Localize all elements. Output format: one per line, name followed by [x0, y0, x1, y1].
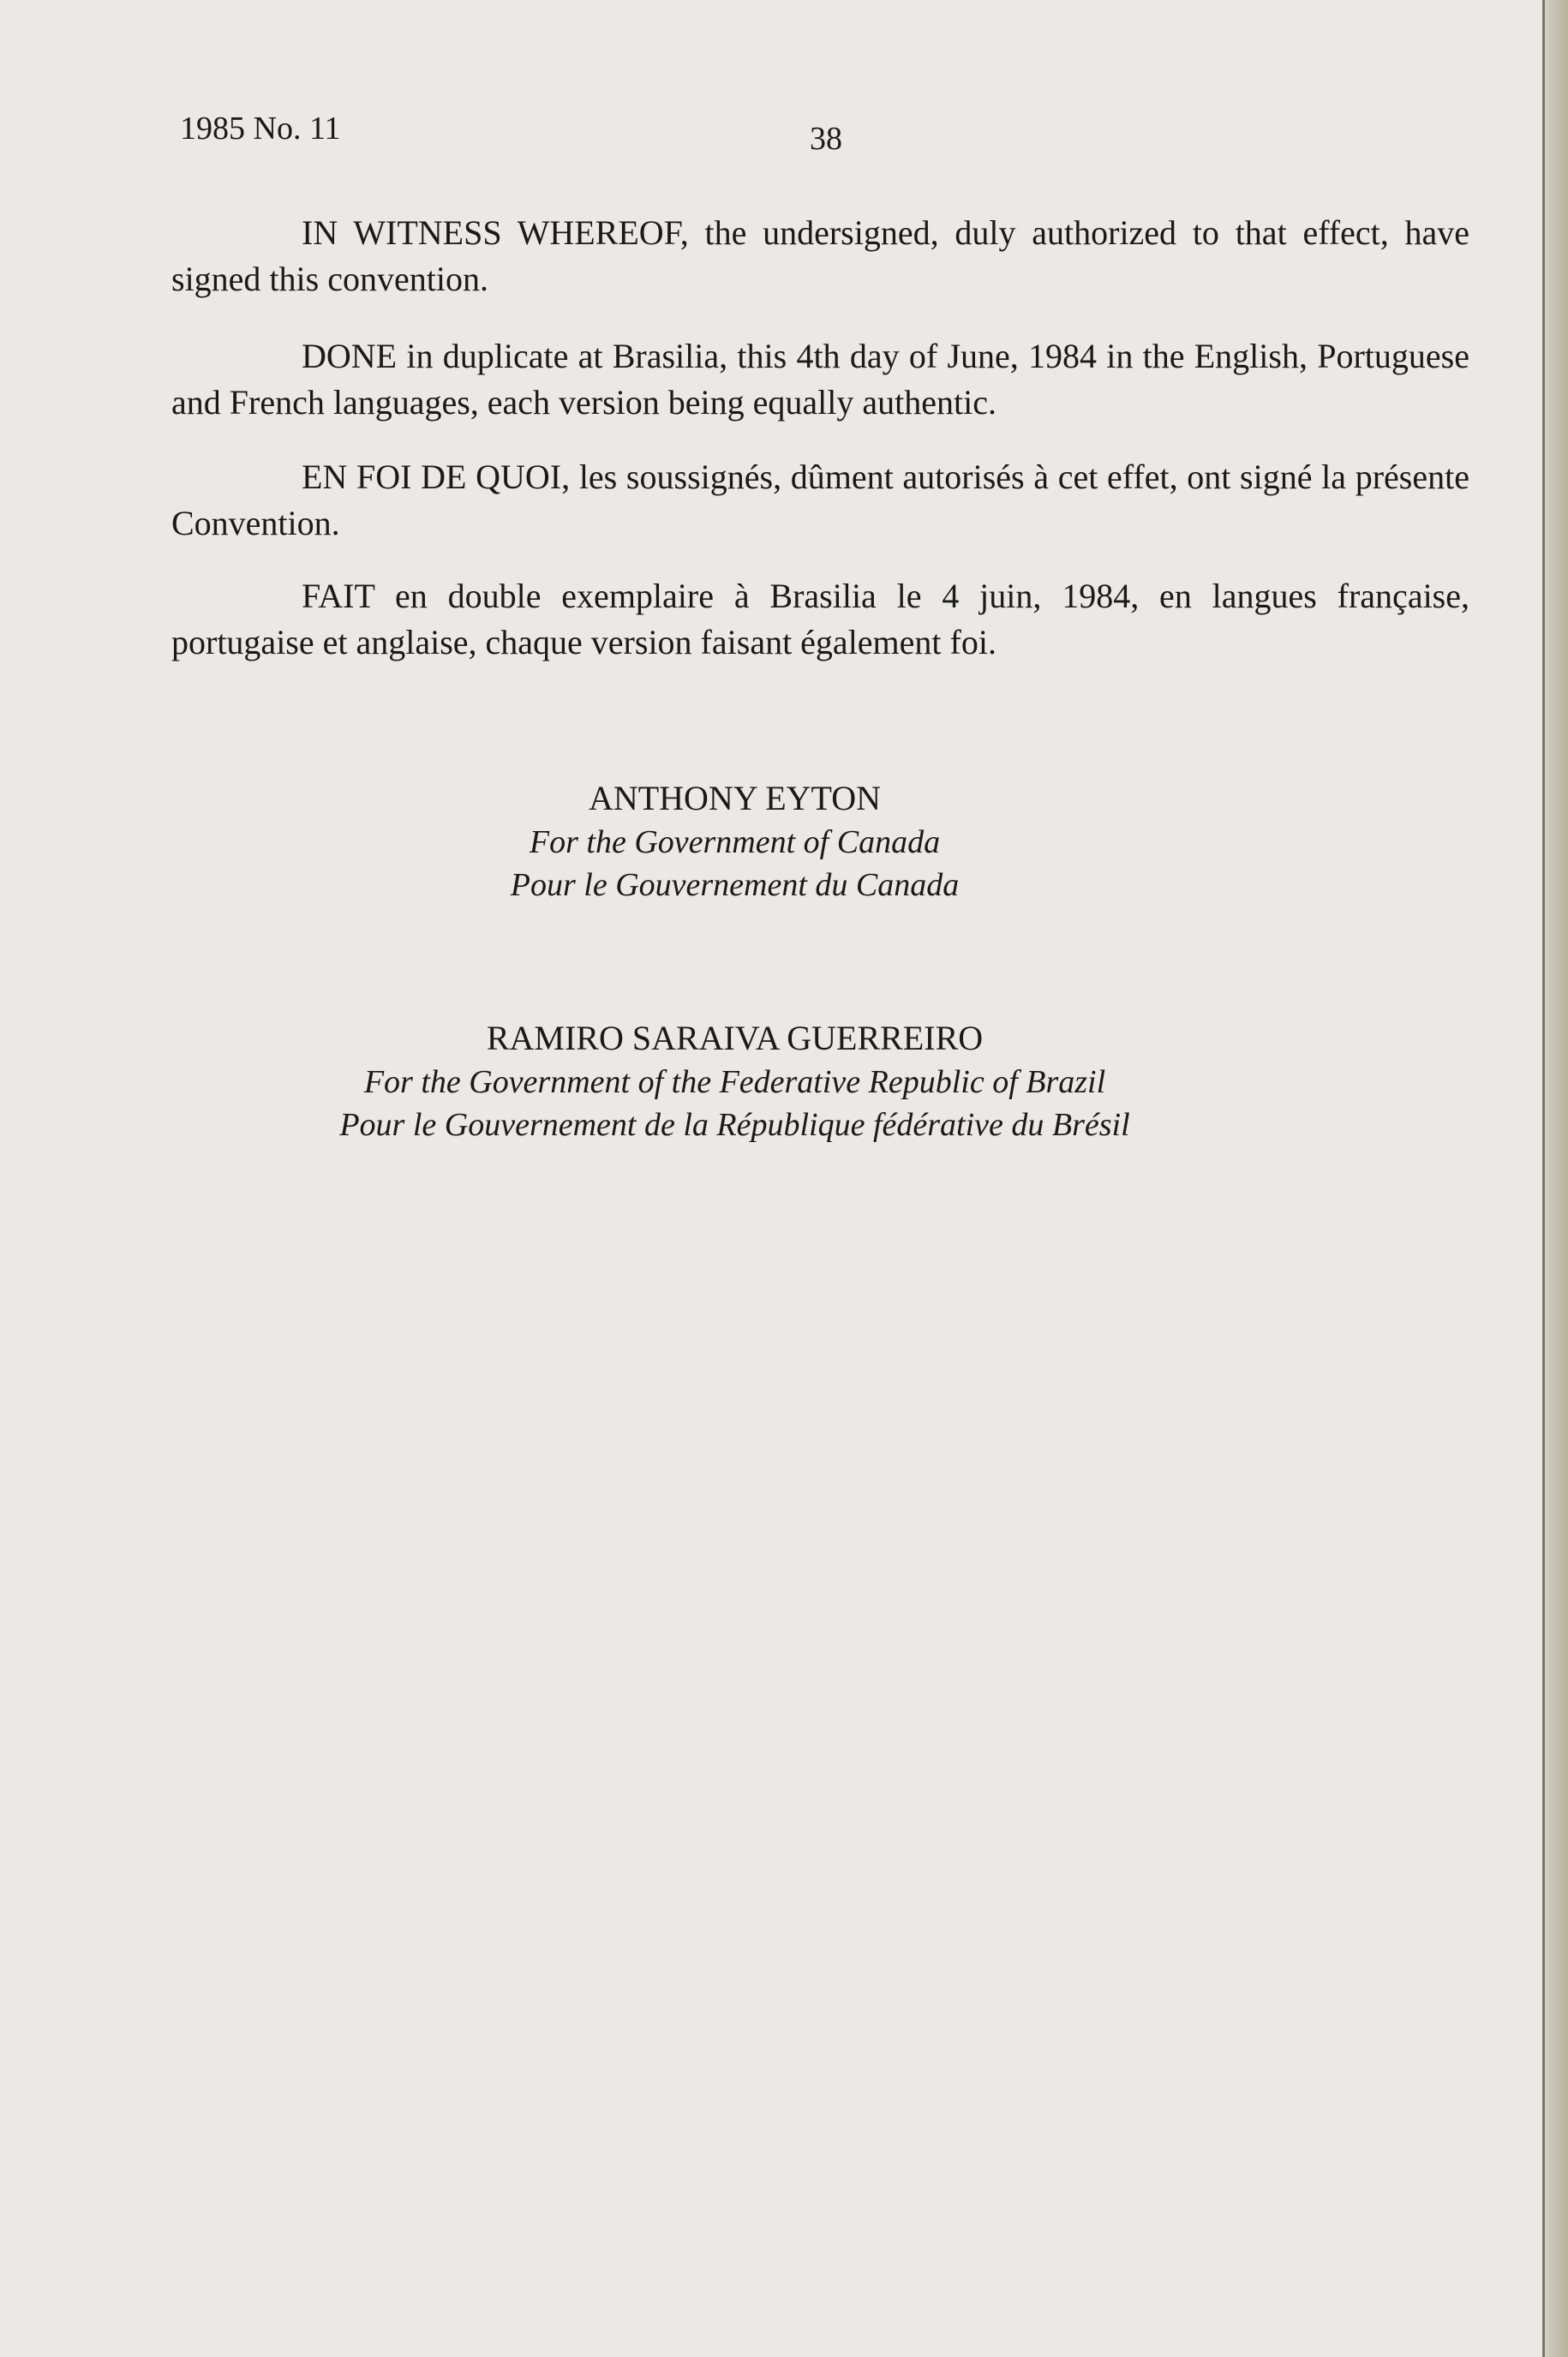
page-edge-line	[1542, 0, 1545, 2357]
signature-block-brazil	[171, 1016, 1298, 1146]
signatory-role-fr: Pour le Gouvernement du Canada	[510, 867, 960, 903]
page-edge	[1542, 0, 1568, 2357]
signatory-name: ANTHONY EYTON	[588, 779, 882, 817]
signatory-name: RAMIRO SARAIVA GUERREIRO	[486, 1019, 984, 1057]
page-number: 38	[810, 121, 842, 157]
paragraph-done-fr: FAIT en double exemplaire à Brasilia le 4 juin, 1984, en langues française, portugaise et anglaise, chaque version faisant également foi.	[171, 577, 1469, 661]
signature-block-canada	[171, 776, 1298, 906]
paragraph-witness-fr: EN FOI DE QUOI, les soussignés, dûment autorisés à cet effet, ont signé la présente Convention.	[171, 458, 1469, 542]
signatory-role-en: For the Government of Canada	[529, 824, 941, 860]
signatory-role-fr: Pour le Gouvernement de la République fédérative du Brésil	[339, 1107, 1130, 1143]
paragraph-witness-en: IN WITNESS WHEREOF, the undersigned, duly authorized to that effect, have signed this convention.	[171, 213, 1469, 298]
signatory-role-en: For the Government of the Federative Republic of Brazil	[363, 1064, 1106, 1100]
page-header: 1985 No. 11	[180, 111, 341, 147]
paragraph-done-en: DONE in duplicate at Brasilia, this 4th day of June, 1984 in the English, Portuguese and French languages, each version being equally authentic.	[171, 337, 1469, 422]
